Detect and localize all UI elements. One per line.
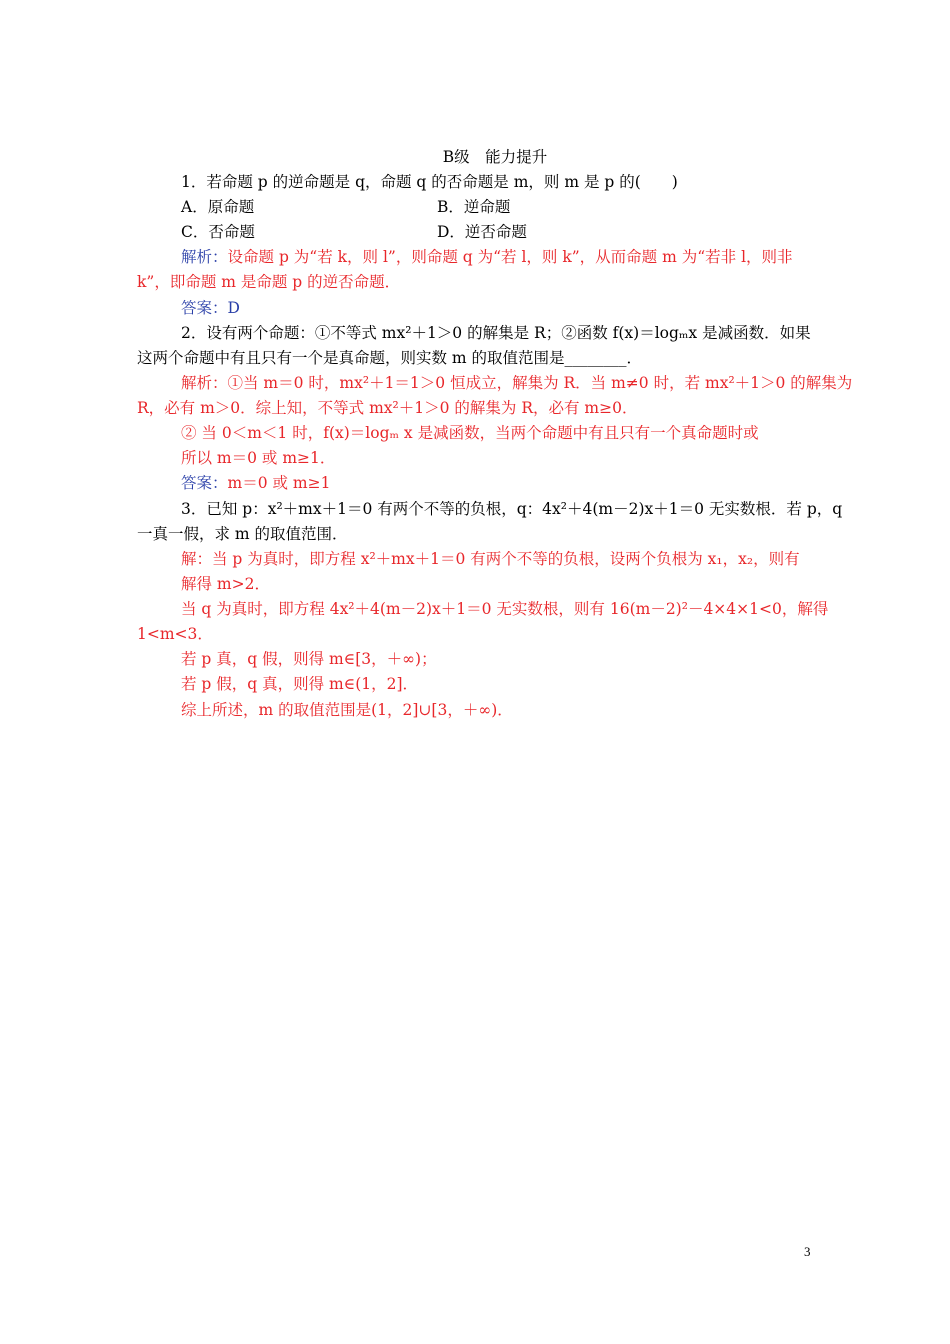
q3-solution-line4: 1<m<3． <box>137 625 213 643</box>
q2-answer-label: 答案： <box>181 474 228 492</box>
q2-stem-line1: 2．设有两个命题：①不等式 mx²＋1＞0 的解集是 R；②函数 f(x)＝logₘx 是减函数．如果 <box>181 324 811 342</box>
section-title: B级 能力提升 <box>442 148 548 166</box>
q1-option-b: B．逆命题 <box>437 198 511 216</box>
page-number: 3 <box>804 1244 811 1259</box>
q3-solution-line2: 解得 m>2． <box>181 575 270 593</box>
q2-analysis-line1: 解析：①当 m＝0 时，mx²＋1＝1＞0 恒成立，解集为 R．当 m≠0 时，若 mx²＋1＞0 的解集为 <box>181 374 853 392</box>
q1-analysis-line1 <box>181 245 793 270</box>
q1-analysis-text: 设命题 p 为“若 k，则 l”，则命题 q 为“若 l，则 k”，从而命题 m 为“若非 l，则非 <box>227 248 793 266</box>
q1-stem: 1．若命题 p 的逆命题是 q，命题 q 的否命题是 m，则 m 是 p 的( ) <box>181 173 678 191</box>
q3-stem-line2: 一真一假，求 m 的取值范围． <box>137 525 348 543</box>
q2-analysis-line2: R，必有 m＞0．综上知，不等式 mx²＋1＞0 的解集为 R，必有 m≥0． <box>137 399 638 417</box>
q3-solution-line6: 若 p 假，q 真，则得 m∈(1，2]． <box>181 675 419 693</box>
q3-stem-line1: 3．已知 p：x²＋mx＋1＝0 有两个不等的负根，q：4x²＋4(m－2)x＋1＝0 无实数根．若 p，q <box>181 500 843 518</box>
q1-answer: 答案：D <box>181 299 240 317</box>
q2-answer-value: m＝0 或 m≥1 <box>227 474 331 492</box>
q2-analysis-line4: 所以 m＝0 或 m≥1． <box>181 449 336 467</box>
q3-solution-line7: 综上所述，m 的取值范围是(1，2]∪[3，＋∞)． <box>181 701 513 719</box>
q2-analysis-line3: ② 当 0＜m＜1 时，f(x)＝logₘ x 是减函数，当两个命题中有且只有一个真命题时或 <box>181 424 759 442</box>
q1-option-d: D．逆否命题 <box>437 223 527 241</box>
q1-option-c: C．否命题 <box>181 223 255 241</box>
q3-solution-line3: 当 q 为真时，即方程 4x²＋4(m－2)x＋1＝0 无实数根，则有 16(m－2)²－4×4×1<0，解得 <box>181 600 829 618</box>
q3-solution-line1: 解：当 p 为真时，即方程 x²＋mx＋1＝0 有两个不等的负根，设两个负根为 x₁，x₂，则有 <box>181 550 800 568</box>
q1-analysis-line2: k”，即命题 m 是命题 p 的逆否命题． <box>137 273 401 291</box>
q1-option-a: A．原命题 <box>181 198 255 216</box>
q3-solution-line5: 若 p 真，q 假，则得 m∈[3，＋∞)； <box>181 650 437 668</box>
q2-stem-line2: 这两个命题中有且只有一个是真命题，则实数 m 的取值范围是________． <box>137 349 643 367</box>
q1-analysis-label: 解析： <box>181 248 228 266</box>
q2-answer <box>181 471 330 496</box>
